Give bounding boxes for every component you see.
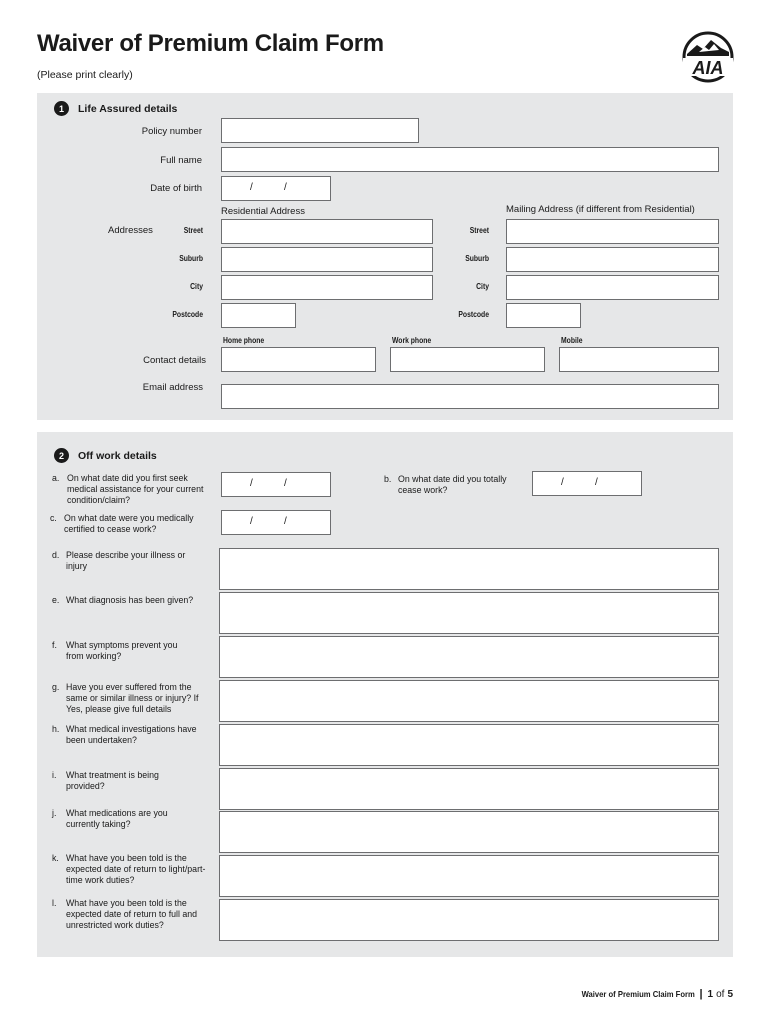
date-separator: / xyxy=(250,516,253,527)
question-g-text: Have you ever suffered from the same or similar illness or injury? If Yes, please give full details xyxy=(66,682,199,714)
question-b-text: On what date did you totally cease work? xyxy=(398,474,507,495)
mailing-address-heading: Mailing Address (if different from Residential) xyxy=(506,204,695,215)
residential-postcode-field[interactable] xyxy=(221,303,296,328)
section-title: Off work details xyxy=(78,449,157,462)
mailing-suburb-field[interactable] xyxy=(506,247,719,272)
section-1-heading xyxy=(54,101,177,116)
mailing-postcode-label: Postcode xyxy=(458,310,489,319)
section-2-heading xyxy=(54,448,157,463)
section-title: Life Assured details xyxy=(78,102,178,115)
date-separator: / xyxy=(284,182,287,193)
question-h-answer[interactable] xyxy=(219,724,719,766)
mailing-postcode-field[interactable] xyxy=(506,303,581,328)
residential-street-label: Street xyxy=(183,226,203,235)
question-l-text: What have you been told is the expected date of return to full and unrestricted work duties? xyxy=(66,898,198,930)
addresses-label: Addresses xyxy=(108,225,153,236)
section-number-badge: 1 xyxy=(54,101,69,116)
question-k-marker: k. xyxy=(52,853,59,863)
question-e-answer[interactable] xyxy=(219,592,719,634)
mailing-street-label: Street xyxy=(469,226,489,235)
date-separator: / xyxy=(284,478,287,489)
question-b-marker: b. xyxy=(384,474,392,484)
residential-postcode-label: Postcode xyxy=(172,310,203,319)
dob-field[interactable] xyxy=(221,176,331,201)
mobile-label: Mobile xyxy=(561,336,583,345)
question-g-marker: g. xyxy=(52,682,60,692)
dob-label: Date of birth xyxy=(150,183,202,194)
work-phone-label: Work phone xyxy=(392,336,432,345)
mobile-field[interactable] xyxy=(559,347,719,372)
svg-text:AIA: AIA xyxy=(692,58,724,78)
contact-details-label: Contact details xyxy=(143,355,206,366)
question-a-date-field[interactable] xyxy=(221,472,331,497)
residential-suburb-field[interactable] xyxy=(221,247,433,272)
footer-page-current: 1 xyxy=(707,988,714,1000)
mailing-street-field[interactable] xyxy=(506,219,719,244)
question-d-text: Please describe your illness or injury xyxy=(66,550,186,571)
question-a-text: On what date did you first seek medical assistance for your current condition/claim? xyxy=(67,473,204,505)
home-phone-label: Home phone xyxy=(223,336,265,345)
question-c-text: On what date were you medically certified to cease work? xyxy=(64,513,194,534)
question-h-marker: h. xyxy=(52,724,60,734)
question-d-answer[interactable] xyxy=(219,548,719,590)
policy-number-field[interactable] xyxy=(221,118,419,143)
question-i-marker: i. xyxy=(52,770,57,780)
residential-street-field[interactable] xyxy=(221,219,433,244)
question-b-date-field[interactable] xyxy=(532,471,642,496)
home-phone-field[interactable] xyxy=(221,347,376,372)
question-f-text: What symptoms prevent you from working? xyxy=(66,640,178,661)
page-footer xyxy=(569,988,733,1000)
date-separator: / xyxy=(595,477,598,488)
question-e-marker: e. xyxy=(52,595,60,605)
policy-number-label: Policy number xyxy=(141,126,202,137)
aia-logo xyxy=(681,30,735,84)
question-d-marker: d. xyxy=(52,550,60,560)
question-c-date-field[interactable] xyxy=(221,510,331,535)
work-phone-field[interactable] xyxy=(390,347,545,372)
mailing-suburb-label: Suburb xyxy=(465,254,489,263)
question-k-answer[interactable] xyxy=(219,855,719,897)
residential-city-label: City xyxy=(190,282,203,291)
mailing-city-field[interactable] xyxy=(506,275,719,300)
residential-suburb-label: Suburb xyxy=(179,254,203,263)
question-l-answer[interactable] xyxy=(219,899,719,941)
question-j-answer[interactable] xyxy=(219,811,719,853)
question-l-marker: l. xyxy=(52,898,57,908)
date-separator: / xyxy=(284,516,287,527)
date-separator: / xyxy=(250,478,253,489)
question-i-text: What treatment is being provided? xyxy=(66,770,159,791)
residential-address-heading: Residential Address xyxy=(221,206,305,217)
footer-separator: | xyxy=(699,988,703,1000)
page-title: Waiver of Premium Claim Form xyxy=(37,30,384,57)
question-k-text: What have you been told is the expected date of return to light/part-time work duties? xyxy=(66,853,206,885)
mailing-city-label: City xyxy=(476,282,489,291)
question-e-text: What diagnosis has been given? xyxy=(66,595,194,605)
email-field[interactable] xyxy=(221,384,719,409)
question-i-answer[interactable] xyxy=(219,768,719,810)
date-separator: / xyxy=(561,477,564,488)
footer-page-total: 5 xyxy=(727,988,733,1000)
page-subtitle: (Please print clearly) xyxy=(37,69,133,81)
residential-city-field[interactable] xyxy=(221,275,433,300)
footer-page-of: of xyxy=(716,988,725,1000)
question-g-answer[interactable] xyxy=(219,680,719,722)
question-h-text: What medical investigations have been undertaken? xyxy=(66,724,197,745)
question-j-marker: j. xyxy=(52,808,57,818)
question-j-text: What medications are you currently taking? xyxy=(66,808,168,829)
question-a-marker: a. xyxy=(52,473,60,483)
section-number-badge: 2 xyxy=(54,448,69,463)
question-c-marker: c. xyxy=(50,513,57,523)
question-f-answer[interactable] xyxy=(219,636,719,678)
date-separator: / xyxy=(250,182,253,193)
email-label: Email address xyxy=(142,382,203,393)
full-name-label: Full name xyxy=(160,155,202,166)
question-f-marker: f. xyxy=(52,640,57,650)
footer-form-name: Waiver of Premium Claim Form xyxy=(581,989,695,999)
full-name-field[interactable] xyxy=(221,147,719,172)
